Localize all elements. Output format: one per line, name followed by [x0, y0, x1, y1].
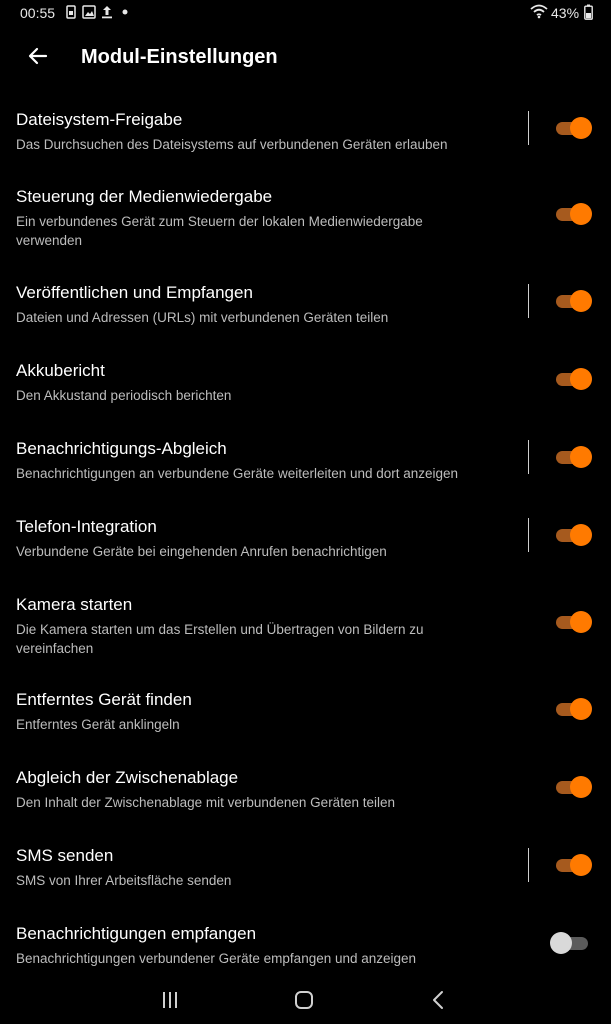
setting-title: SMS senden	[16, 846, 114, 865]
toggle-switch[interactable]	[552, 366, 592, 392]
toggle-switch[interactable]	[552, 522, 592, 548]
settings-divider	[528, 848, 529, 882]
toggle-switch[interactable]	[552, 852, 592, 878]
back-button[interactable]	[22, 42, 54, 74]
setting-row[interactable]	[0, 595, 611, 665]
setting-title: Benachrichtigungen empfangen	[16, 924, 257, 943]
setting-title: Benachrichtigungs-Abgleich	[16, 439, 227, 458]
settings-divider	[528, 440, 529, 474]
setting-title: Veröffentlichen und Empfangen	[16, 283, 253, 302]
toggle-thumb	[570, 203, 592, 225]
status-time: 00:55	[20, 5, 56, 21]
arrow-left-icon	[28, 46, 48, 71]
setting-summary: Den Inhalt der Zwischenablage mit verbundenen Geräten teilen	[16, 795, 395, 810]
setting-row[interactable]	[0, 361, 611, 431]
setting-title: Kamera starten	[16, 595, 133, 614]
setting-title: Dateisystem-Freigabe	[16, 110, 183, 129]
home-button[interactable]	[292, 990, 316, 1014]
setting-row[interactable]	[0, 283, 611, 353]
toggle-thumb	[570, 854, 592, 876]
setting-summary: Die Kamera starten um das Erstellen und Übertragen von Bildern zu vereinfachen	[16, 622, 424, 656]
wifi-icon	[530, 3, 548, 22]
setting-summary: Entferntes Gerät anklingeln	[16, 717, 180, 732]
home-icon	[294, 990, 314, 1015]
toggle-thumb	[570, 290, 592, 312]
recents-icon	[160, 991, 180, 1014]
setting-summary: Verbundene Geräte bei eingehenden Anrufen benachrichtigen	[16, 544, 387, 559]
setting-summary: Ein verbundenes Gerät zum Steuern der lokalen Medienwiedergabe verwenden	[16, 214, 423, 248]
toggle-switch[interactable]	[552, 115, 592, 141]
recents-button[interactable]	[158, 990, 182, 1014]
battery-icon	[584, 4, 593, 23]
app-bar	[0, 30, 611, 86]
settings-divider	[528, 284, 529, 318]
setting-title: Telefon-Integration	[16, 517, 157, 536]
setting-row[interactable]	[0, 439, 611, 509]
setting-title: Akkubericht	[16, 361, 105, 380]
setting-summary: Benachrichtigungen verbundener Geräte empfangen und anzeigen	[16, 951, 417, 966]
nav-back-button[interactable]	[426, 990, 450, 1014]
navigation-bar	[0, 980, 611, 1024]
page-title: Modul-Einstellungen	[81, 46, 278, 68]
settings-divider	[528, 111, 529, 145]
setting-summary: Benachrichtigungen an verbundene Geräte weiterleiten und dort anzeigen	[16, 466, 459, 481]
status-bar	[0, 0, 611, 26]
setting-row[interactable]	[0, 517, 611, 587]
toggle-thumb	[570, 611, 592, 633]
setting-summary: Das Durchsuchen des Dateisystems auf verbundenen Geräten erlauben	[16, 137, 448, 152]
toggle-thumb	[570, 368, 592, 390]
setting-summary: Den Akkustand periodisch berichten	[16, 388, 232, 403]
toggle-switch[interactable]	[552, 930, 592, 956]
setting-row[interactable]	[0, 110, 611, 180]
toggle-thumb	[570, 776, 592, 798]
toggle-thumb	[570, 446, 592, 468]
chevron-left-icon	[431, 990, 445, 1015]
image-icon	[82, 5, 96, 22]
settings-divider	[528, 518, 529, 552]
setting-row[interactable]	[0, 768, 611, 838]
setting-title: Entferntes Gerät finden	[16, 690, 192, 709]
toggle-thumb	[570, 524, 592, 546]
toggle-thumb	[570, 117, 592, 139]
upload-icon	[101, 5, 113, 22]
toggle-switch[interactable]	[552, 288, 592, 314]
setting-summary: SMS von Ihrer Arbeitsfläche senden	[16, 873, 232, 888]
setting-summary: Dateien und Adressen (URLs) mit verbundenen Geräten teilen	[16, 310, 389, 325]
toggle-switch[interactable]	[552, 609, 592, 635]
toggle-thumb	[570, 698, 592, 720]
setting-title: Steuerung der Medienwiedergabe	[16, 187, 273, 206]
setting-row[interactable]	[0, 690, 611, 760]
sim-card-icon	[66, 5, 76, 22]
toggle-switch[interactable]	[552, 696, 592, 722]
toggle-switch[interactable]	[552, 774, 592, 800]
setting-row[interactable]	[0, 187, 611, 257]
setting-row[interactable]	[0, 846, 611, 916]
more-notifications-icon	[121, 4, 129, 23]
toggle-thumb	[550, 932, 572, 954]
toggle-switch[interactable]	[552, 201, 592, 227]
battery-percentage: 43%	[551, 5, 580, 21]
setting-title: Abgleich der Zwischenablage	[16, 768, 239, 787]
toggle-switch[interactable]	[552, 444, 592, 470]
